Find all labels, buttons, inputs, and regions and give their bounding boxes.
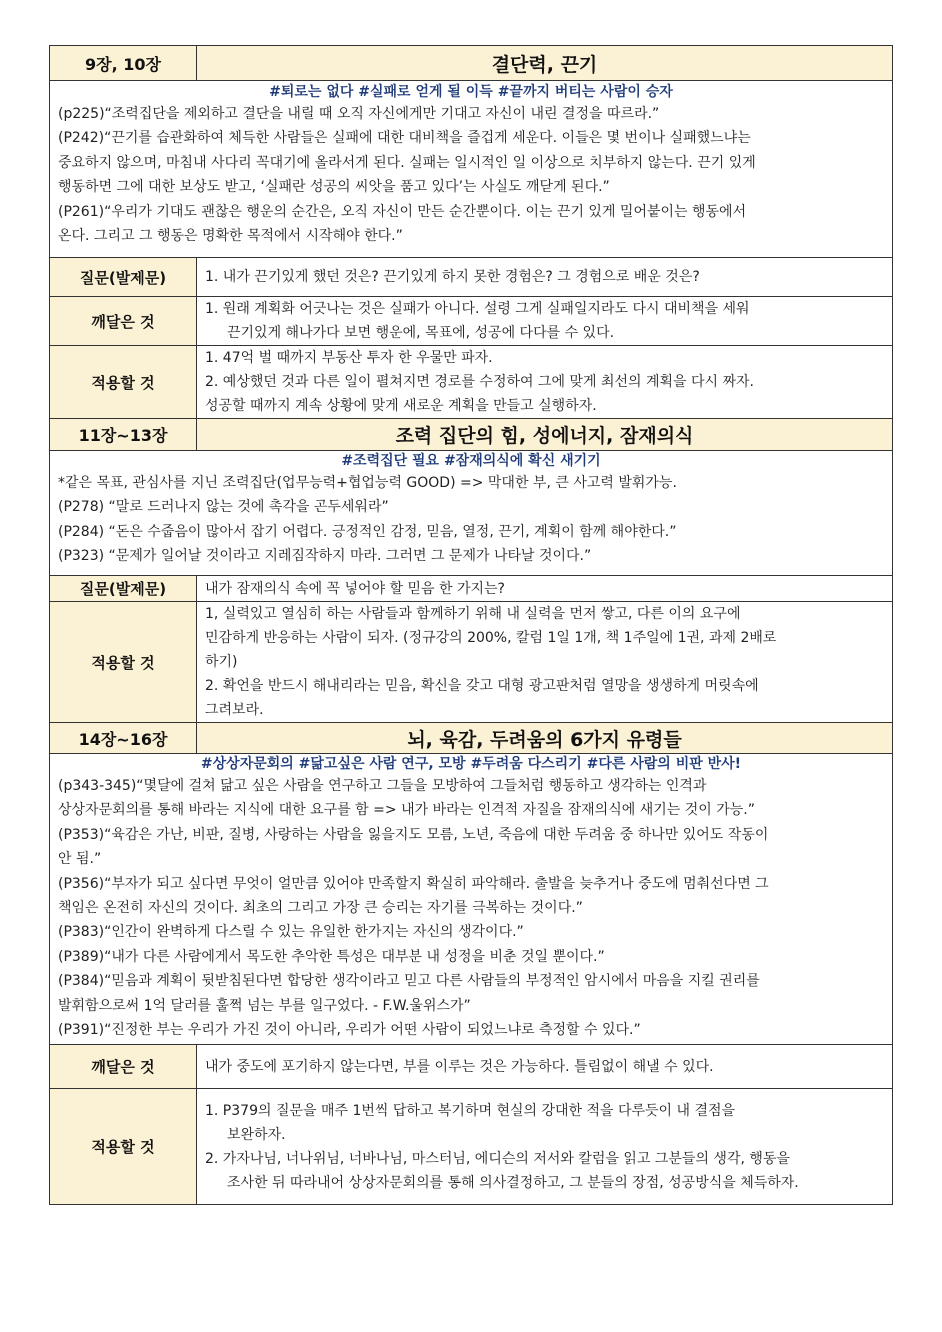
realize-line: 내가 중도에 포기하지 않는다면, 부를 이루는 것은 가능하다. 틀림없이 해낼 수 있다. [205, 1058, 714, 1075]
quote-line: (P261)“우리가 기대도 괜찮은 행운의 순간은, 오직 자신이 만든 순간뿐이다. 이는 끈기 있게 밀어붙이는 행동에서 [58, 203, 747, 220]
apply-line: 하기) [205, 654, 238, 670]
realize-row [50, 1045, 893, 1089]
quote-line: (p343-345)“몇달에 걸쳐 닮고 싶은 사람을 연구하고 그들을 모방하여 그들처럼 행동하고 생각하는 인격과 [58, 778, 707, 794]
apply-label: 적용할 것 [50, 346, 197, 419]
reading-summary-sheet [49, 45, 892, 1205]
quote-line: (P242)“끈기를 습관화하여 체득한 사람들은 실패에 대한 대비책을 즐겁게 세운다. 이들은 몇 번이나 실패했느냐는 [58, 130, 751, 147]
quote-text [50, 471, 892, 571]
apply-line: 2. 확언을 반드시 해내리라는 믿음, 확신을 갖고 대형 광고판처럼 열망을 생생하게 머릿속에 [205, 678, 759, 694]
apply-line: 1. P379의 질문을 매주 1번씩 답하고 복기하며 현실의 강대한 적을 다루듯이 내 결점을 [205, 1102, 736, 1119]
section-title: 뇌, 육감, 두려움의 6가지 유령들 [197, 723, 893, 754]
section-body-row [50, 754, 893, 1045]
apply-text [197, 346, 893, 419]
quote-line: (P383)“인간이 완벽하게 다스릴 수 있는 유일한 한가지는 자신의 생각이다.” [58, 924, 524, 941]
hashtag-line: #조력집단 필요 #잠재의식에 확신 새기기 [341, 453, 601, 469]
apply-text [197, 1089, 893, 1205]
quote-line: 행동하면 그에 대한 보상도 받고, ‘실패란 성공의 씨앗을 품고 있다’는 사실도 깨닫게 된다.” [58, 179, 610, 196]
apply-line: 그려보라. [205, 702, 264, 718]
apply-line: 보완하자. [227, 1126, 286, 1143]
apply-line: 1, 실력있고 열심히 하는 사람들과 함께하기 위해 내 실력을 먼저 쌓고, 다른 이의 요구에 [205, 606, 741, 622]
section-body [50, 451, 893, 576]
section-header-row [50, 723, 893, 754]
quote-line: 상상자문회의를 통해 바라는 지식에 대한 요구를 함 => 내가 바라는 인격적 자질을 잠재의식에 새기는 것이 가능.” [58, 802, 755, 819]
quote-line: 온다. 그리고 그 행동은 명확한 목적에서 시작해야 한다.” [58, 228, 403, 245]
apply-line: 조사한 뒤 따라내어 상상자문회의를 통해 의사결정하고, 그 분들의 장점, 성공방식을 체득하자. [227, 1174, 799, 1191]
quote-line: (P284) “돈은 수줍음이 많아서 잡기 어렵다. 긍정적인 감정, 믿음, 열정, 끈기, 계획이 함께 해야한다.” [58, 523, 677, 540]
section-title: 조력 집단의 힘, 성에너지, 잠재의식 [197, 419, 893, 451]
chapter-label: 11장~13장 [50, 419, 197, 451]
realize-line: 1. 원래 계획화 어긋나는 것은 실패가 아니다. 설령 그게 실패일지라도 다시 대비책을 세워 [205, 301, 750, 317]
summary-table [49, 45, 893, 1205]
quote-line: (p225)“조력집단을 제외하고 결단을 내릴 때 오직 자신에게만 기대고 자신이 내린 결정을 따르라.” [58, 106, 660, 122]
realize-label: 깨달은 것 [50, 297, 197, 346]
quote-line: 안 됨.” [58, 851, 102, 868]
question-row [50, 258, 893, 297]
section-body-row [50, 451, 893, 576]
section-body [50, 81, 893, 258]
quote-text [50, 102, 892, 250]
realize-row [50, 297, 893, 346]
apply-row [50, 1089, 893, 1205]
chapter-label: 14장~16장 [50, 723, 197, 754]
quote-line: (P356)“부자가 되고 싶다면 무엇이 얼만큼 있어야 만족할지 확실히 파악해라. 출발을 늦추거나 중도에 멈춰선다면 그 [58, 875, 769, 892]
section-header-row [50, 419, 893, 451]
quote-line: 발휘함으로써 1억 달러를 훌쩍 넘는 부를 일구었다. - F.W.울위스가” [58, 997, 471, 1014]
apply-label: 적용할 것 [50, 1089, 197, 1205]
chapter-label: 9장, 10장 [50, 46, 197, 81]
section-body [50, 754, 893, 1045]
hashtag-line: #퇴로는 없다 #실패로 얻게 될 이득 #끝까지 버티는 사람이 승자 [269, 84, 673, 100]
quote-line: (P323) “문제가 일어날 것이라고 지레짐작하지 마라. 그러면 그 문제가 나타날 것이다.” [58, 548, 592, 565]
realize-label: 깨달은 것 [50, 1045, 197, 1089]
question-row [50, 576, 893, 602]
apply-line: 1. 47억 벌 때까지 부동산 투자 한 우물만 파자. [205, 350, 493, 366]
realize-text [197, 1045, 893, 1089]
question-text: 내가 잠재의식 속에 꼭 넣어야 할 믿음 한 가지는? [197, 576, 893, 602]
quote-line: *같은 목표, 관심사를 지닌 조력집단(업무능력+협업능력 GOOD) => 막대한 부, 큰 사고력 발휘가능. [58, 475, 677, 491]
apply-label: 적용할 것 [50, 602, 197, 723]
quote-line: (P278) “말로 드러나지 않는 것에 촉각을 곤두세워라” [58, 499, 389, 516]
quote-text [50, 774, 892, 1044]
quote-line: (P353)“육감은 가난, 비판, 질병, 사랑하는 사람을 잃을지도 모름, 노년, 죽음에 대한 두려움 중 하나만 있어도 작동이 [58, 826, 769, 843]
apply-row [50, 602, 893, 723]
section-title: 결단력, 끈기 [197, 46, 893, 81]
section-body-row [50, 81, 893, 258]
apply-line: 2. 가자나님, 너나위님, 너바나님, 마스터님, 에디슨의 저서와 칼럼을 읽고 그분들의 생각, 행동을 [205, 1150, 790, 1167]
apply-text [197, 602, 893, 723]
quote-line: (P391)“진정한 부는 우리가 가진 것이 아니라, 우리가 어떤 사람이 되었느냐로 측정할 수 있다.” [58, 1022, 641, 1039]
realize-text [197, 297, 893, 346]
quote-line: 중요하지 않으며, 마침내 사다리 꼭대기에 올라서게 된다. 실패는 일시적인 일 이상으로 치부하지 않는다. 끈기 있게 [58, 154, 756, 171]
question-label: 질문(발제문) [50, 258, 197, 297]
hashtag-line: #상상자문회의 #닮고싶은 사람 연구, 모방 #두려움 다스리기 #다른 사람의 비판 반사! [200, 756, 742, 772]
apply-row [50, 346, 893, 419]
question-text: 1. 내가 끈기있게 했던 것은? 끈기있게 하지 못한 경험은? 그 경험으로 배운 것은? [197, 258, 893, 297]
quote-line: (P389)“내가 다른 사람에게서 목도한 추악한 특성은 대부분 내 성정을 비춘 것일 뿐이다.” [58, 948, 605, 965]
apply-line: 성공할 때까지 계속 상황에 맞게 새로운 계획을 만들고 실행하자. [205, 398, 597, 414]
question-label: 질문(발제문) [50, 576, 197, 602]
section-header-row [50, 46, 893, 81]
quote-line: (P384)“믿음과 계획이 뒷받침된다면 합당한 생각이라고 믿고 다른 사람들의 부정적인 암시에서 마음을 지킬 권리를 [58, 973, 760, 990]
quote-line: 책임은 온전히 자신의 것이다. 최초의 그리고 가장 큰 승리는 자기를 극복하는 것이다.” [58, 900, 583, 917]
apply-line: 2. 예상했던 것과 다른 일이 펼쳐지면 경로를 수정하여 그에 맞게 최선의 계획을 다시 짜자. [205, 374, 754, 390]
realize-line: 끈기있게 해나가다 보면 행운에, 목표에, 성공에 다다를 수 있다. [227, 325, 615, 341]
apply-line: 민감하게 반응하는 사람이 되자. (정규강의 200%, 칼럼 1일 1개, 책 1주일에 1권, 과제 2배로 [205, 630, 777, 646]
